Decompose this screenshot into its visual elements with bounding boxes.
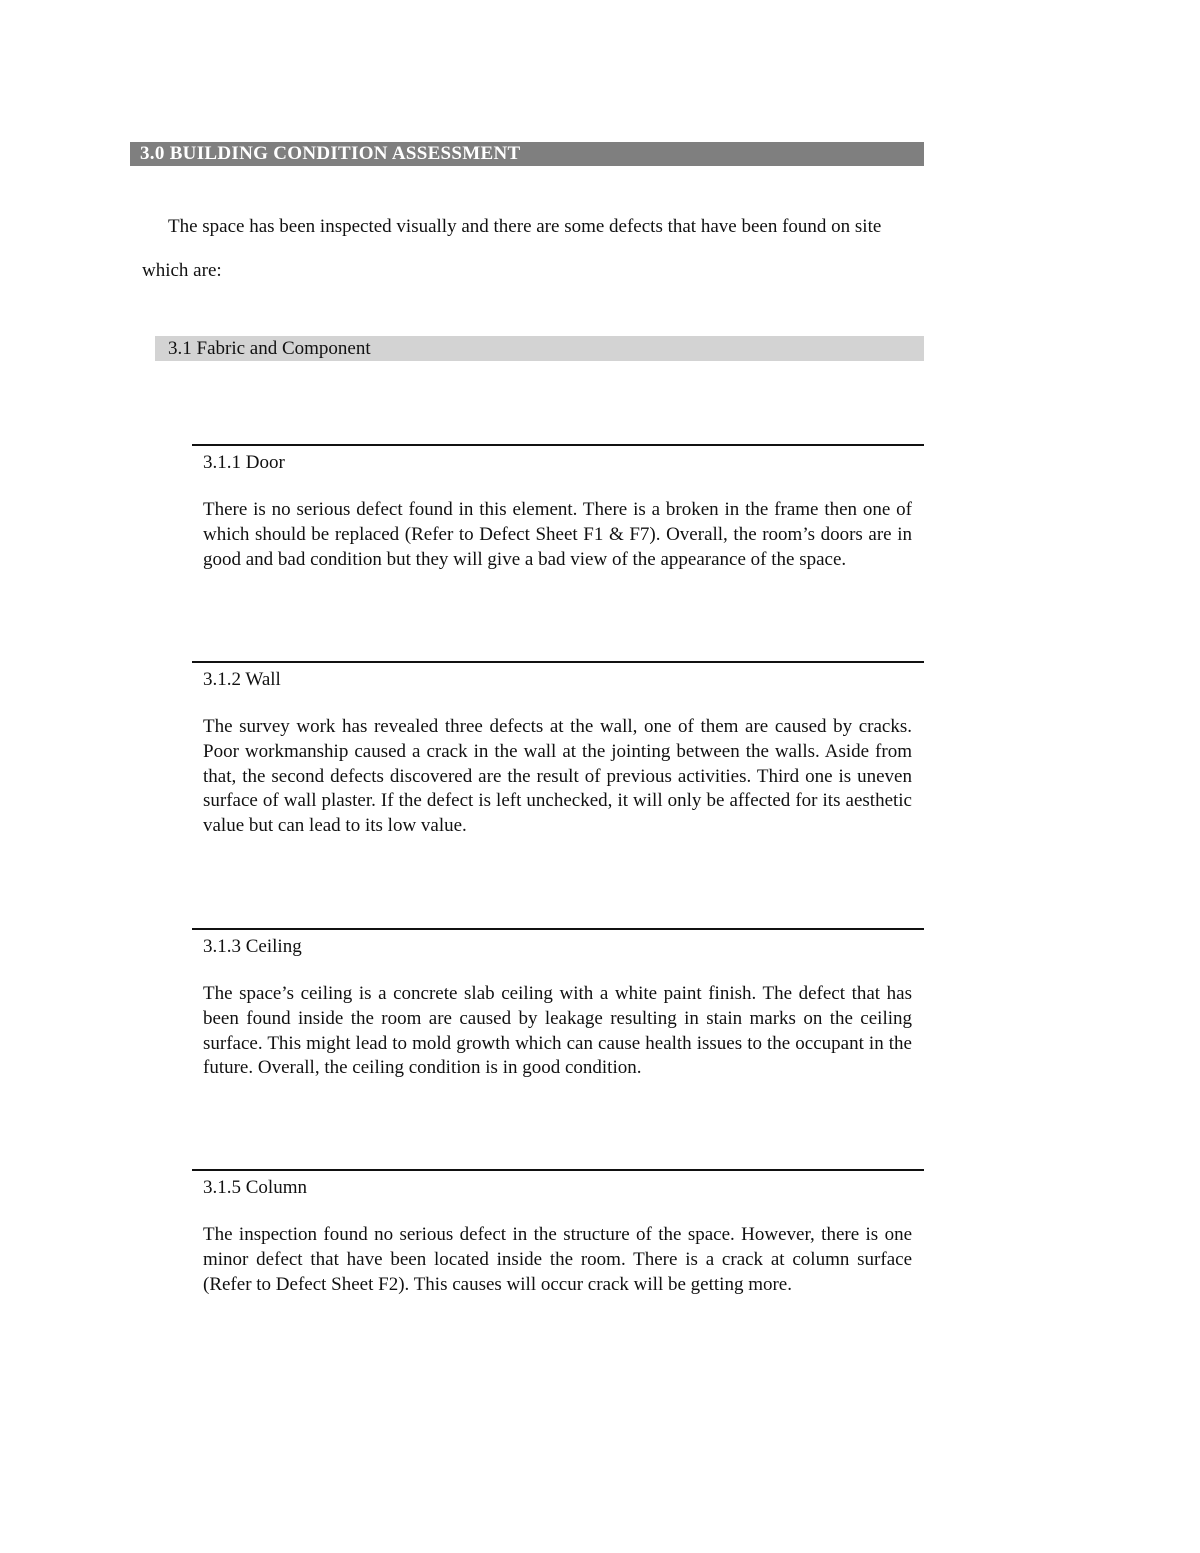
column-section: [192, 1169, 924, 1297]
wall-title: 3.1.2 Wall: [203, 669, 281, 690]
subsection-heading: 3.1 Fabric and Component: [155, 336, 924, 361]
wall-section: [192, 661, 924, 839]
ceiling-section: [192, 928, 924, 1081]
column-title: 3.1.5 Column: [203, 1177, 307, 1198]
ceiling-body: The space’s ceiling is a concrete slab ceiling with a white paint finish. The defect that has been found inside the room are caused by leakage resulting in stain marks on the ceiling surface. This might lead to mold growth which can cause health issues to the occupant in the future. Overall, the ceiling condition is in good condition.: [203, 983, 912, 1079]
column-body: The inspection found no serious defect in the structure of the space. However, there is one minor defect that have been located inside the room. There is a crack at column surface (Refer to Defect Sheet F2). This causes will occur crack will be getting more.: [203, 1224, 912, 1295]
section-heading: 3.0 BUILDING CONDITION ASSESSMENT: [130, 142, 924, 166]
door-title: 3.1.1 Door: [203, 452, 285, 473]
ceiling-title: 3.1.3 Ceiling: [203, 936, 302, 957]
intro-paragraph: The space has been inspected visually and there are some defects that have been found on site which are:: [142, 216, 882, 281]
wall-body: The survey work has revealed three defects at the wall, one of them are caused by cracks. Poor workmanship caused a crack in the wall at the jointing between the walls. Aside from that, the second defects discovered are the result of previous activities. Third one is uneven surface of wall plaster. If the defect is left unchecked, it will only be affected for its aesthetic value but can lead to its low value.: [203, 716, 912, 837]
door-section: [192, 444, 924, 572]
door-body: There is no serious defect found in this element. There is a broken in the frame then one of which should be replaced (Refer to Defect Sheet F1 & F7). Overall, the room’s doors are in good and bad condition but they will give a bad view of the appearance of the space.: [203, 499, 912, 570]
